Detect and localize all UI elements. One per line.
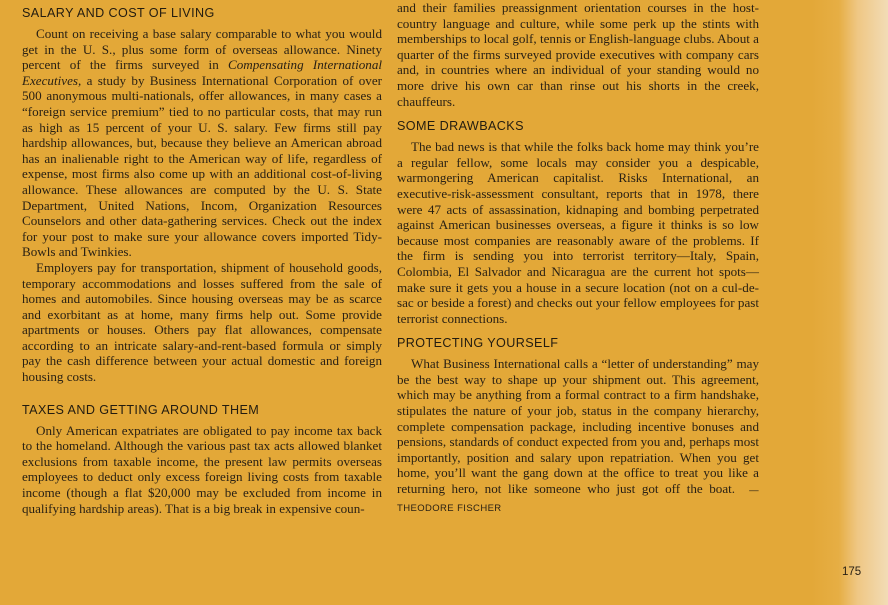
protecting-heading: PROTECTING YOURSELF <box>397 336 559 351</box>
right-column <box>397 0 759 516</box>
taxes-heading: TAXES AND GETTING AROUND THEM <box>22 402 260 417</box>
salary-p1-after: a study by Business International Corporation of over 500 anonymous multi-nationals, offer allowances, in many cases a “foreign service premium” tied to no particular costs, that may run as high as 15 percent of your U. S. salary. Few firms still pay hardship allowances, but, because they believe an American abroad has an inalienable right to the American way of life, regardless of expense, most firms also come up with an additional cost-of-living allowance. These allowances are computed by the U. S. State Department, United Nations, Incom, Organization Resources Counselors and other data-gathering services. Check out the index for your post to make sure your allowance covers imported Tidy-Bowls and Twinkies. <box>22 72 382 260</box>
taxes-paragraph-1: Only American expatriates are obligated to pay income tax back to the homeland. Although the various past tax acts allowed blanket exclusions from taxable income, the present law permits overseas employees to deduct only excess foreign living costs from taxable income (though a flat $20,000 may be excluded from income in qualifying hardship areas). That is a big break in expensive coun- <box>22 422 382 516</box>
salary-paragraph-1 <box>22 26 382 260</box>
salary-p1-before: Count on receiving a base salary comparable to what you would get in the U. S., plus some form of overseas allowance. Ninety percent of the firms surveyed in <box>22 26 382 73</box>
protecting-paragraph <box>397 356 759 516</box>
salary-paragraph-2: Employers pay for transportation, shipment of household goods, temporary accommodations and losses suffered from the sale of homes and automobiles. Since housing overseas may be as scarce and exorbitant as at home, many firms help out. Some provide apartments or houses. Others pay flat allowances, compensate according to an intricate salary-and-rent-based formula or simply pay the cash difference between your actual domestic and foreign housing costs. <box>22 259 382 385</box>
study-title: Compensating International Executives, <box>22 57 382 88</box>
left-column <box>22 0 382 516</box>
continued-paragraph: and their families preassignment orientation courses in the host-country language and culture, while some perk up the stints with memberships to local golf, tennis or English-language clubs. About a quarter of the firms surveyed provide executives with company cars and, in countries where an individual of your standing would no more drive his own car than rinse out his shorts in the creek, chauffeurs. <box>397 0 759 109</box>
drawbacks-heading: SOME DRAWBACKS <box>397 119 524 134</box>
drawbacks-paragraph: The bad news is that while the folks back home may think you’re a regular fellow, some locals may consider you a despicable, warmongering American capitalist. Risks International, an executive-risk-assessment consultant, reports that in 1978, there were 47 acts of assassination, kidnaping and bombing perpetrated against American businesses overseas, a figure it thinks is so low because most companies are reasonably aware of the problems. If the firm is sending you into terrorist territory—Italy, Spain, Colombia, El Salvador and Nicaragua are the current hot spots—make sure it gets you a house in a secure location (not on a cul-de-sac or beside a forest) and checks out your fellow employees for past terrorist connections. <box>397 139 759 326</box>
salary-heading: SALARY AND COST OF LIVING <box>22 6 215 20</box>
page-number: 175 <box>842 566 862 578</box>
protecting-text: What Business International calls a “letter of understanding” may be the best way to shape up your shipment out. This agreement, which may be anything from a formal contract to a firm handshake, stipulates the nature of your job, status in the company hierarchy, complete compensation package, including incentive bonuses and pensions, standards of conduct expected from you and, perhaps most importantly, position and salary upon repatriation. When you get home, you’ll want the gang down at the office to treat you like a returning hero, not like someone who just got off the boat. <box>397 356 759 497</box>
author-signature: —THEODORE FISCHER <box>397 485 759 514</box>
page-edge <box>812 0 888 605</box>
